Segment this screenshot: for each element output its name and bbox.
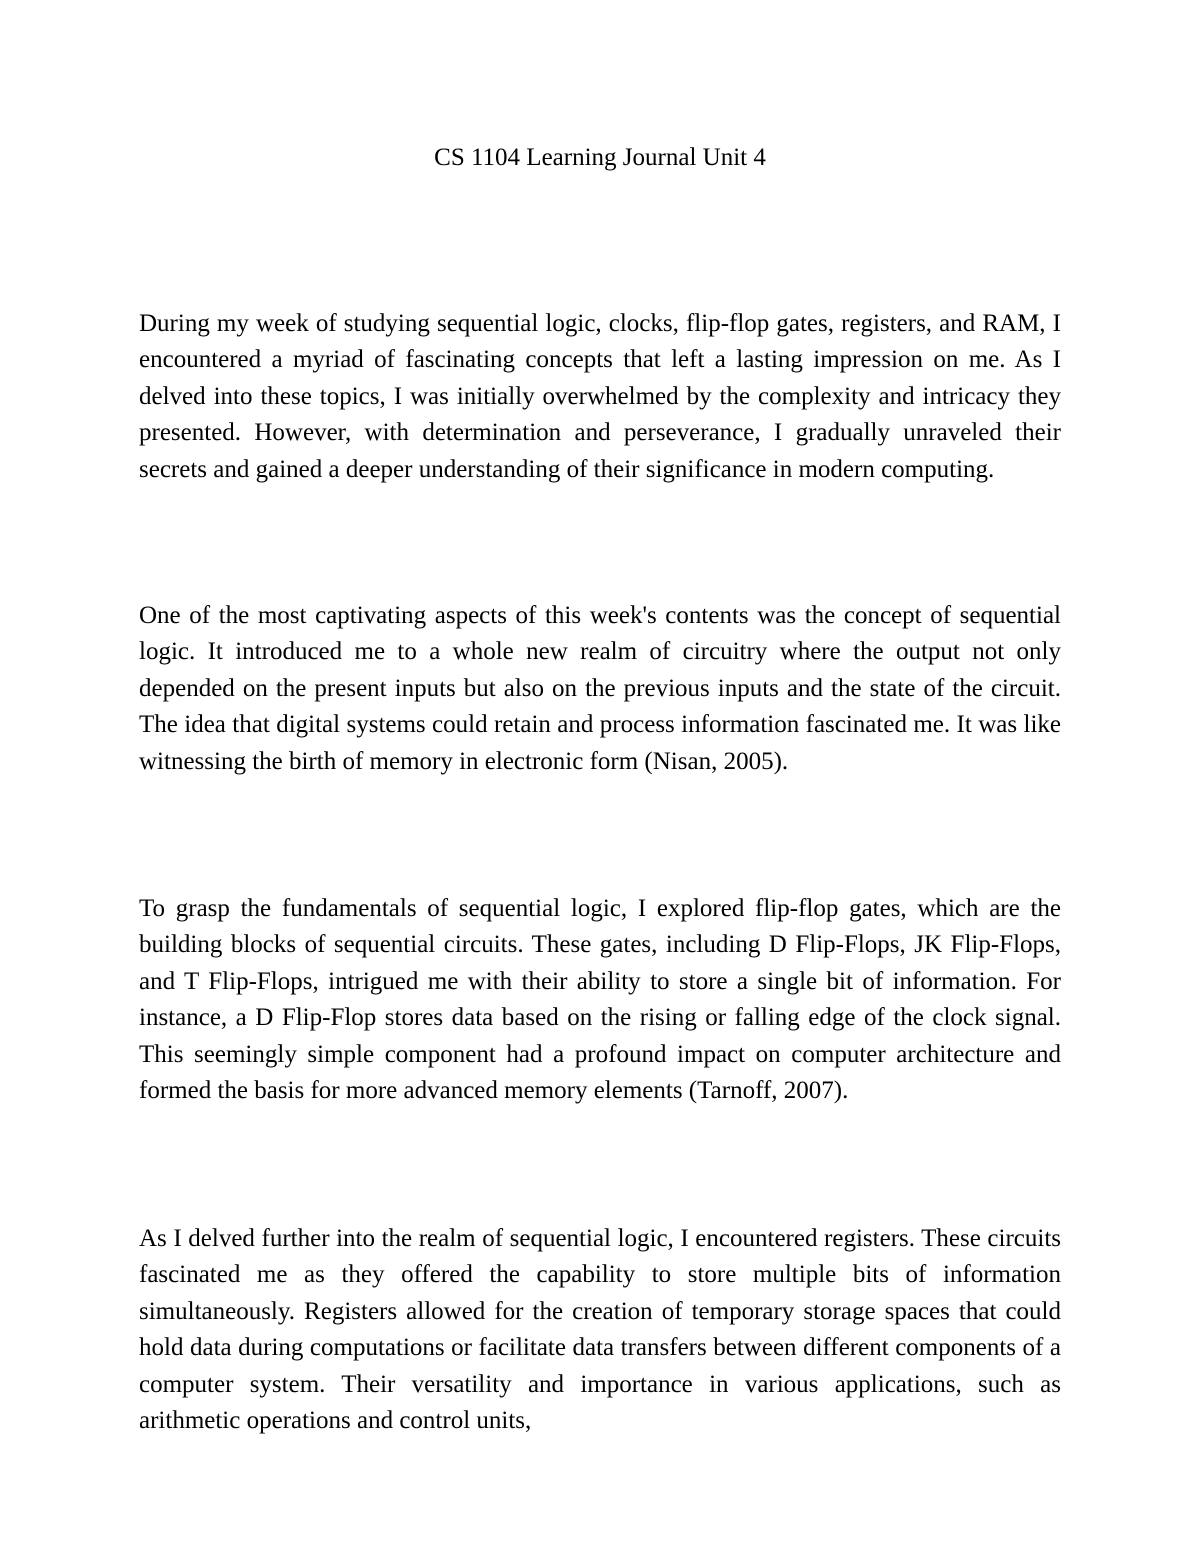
paragraph-flip-flops: To grasp the fundamentals of sequential logic, I explored flip-flop gates, which are the building blocks of sequential circuits. These gates, including D Flip-Flops, JK Flip-Flops, and T Flip-Flops, intrigued me with their ability to store a single bit of information. For instance, a D Flip-Flop stores data based on the rising or falling edge of the clock signal. This seemingly simple component had a profound impact on computer architecture and formed the basis for more advanced memory elements (Tarnoff, 2007). [139,895,1061,1105]
paragraph-sequential-logic: One of the most captivating aspects of this week's contents was the concept of sequential logic. It introduced me to a whole new realm of circuitry where the output not only depended on the present inputs but also on the previous inputs and the state of the circuit. The idea that digital systems could retain and process information fascinated me. It was like witnessing the birth of memory in electronic form (Nisan, 2005). [139,602,1061,775]
paragraph-registers: As I delved further into the realm of sequential logic, I encountered registers. These circuits fascinated me as they offered the capability to store multiple bits of information simultaneously. Registers allowed for the creation of temporary storage spaces that could hold data during computations or facilitate data transfers between different components of a computer system. Their versatility and importance in various applications, such as arithmetic operations and control units, [139,1225,1061,1435]
document-title: CS 1104 Learning Journal Unit 4 [434,144,766,171]
paragraph-intro: During my week of studying sequential logic, clocks, flip-flop gates, registers, and RAM, I encountered a myriad of fascinating concepts that left a lasting impression on me. As I delved into these topics, I was initially overwhelmed by the complexity and intricacy they presented. However, with determination and perseverance, I gradually unraveled their secrets and gained a deeper understanding of their significance in modern computing. [139,310,1061,483]
